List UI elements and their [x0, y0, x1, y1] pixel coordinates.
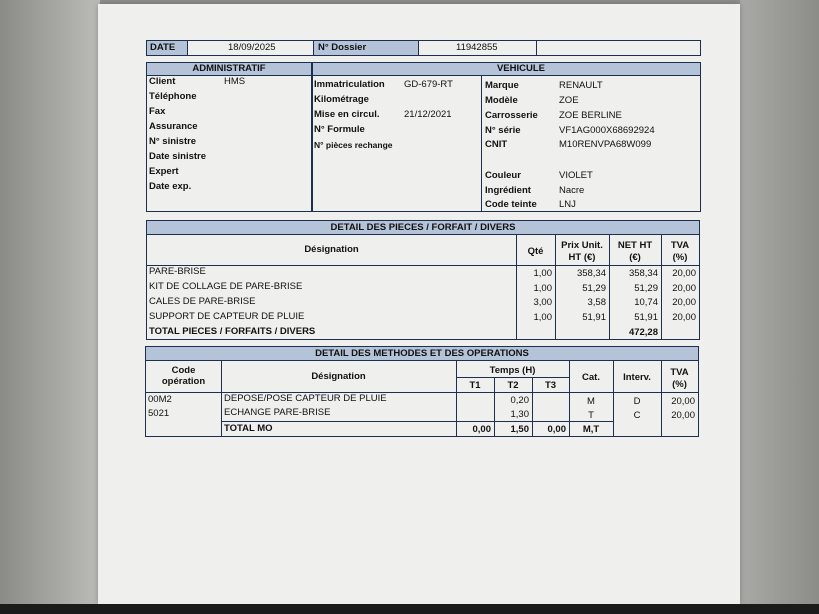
dossier-label-cell: [314, 41, 418, 55]
parts-total-value: 472,28: [628, 327, 658, 338]
parts-row-qty: 3,00: [533, 297, 552, 308]
parts-row-tva: 20,00: [672, 312, 696, 323]
vehicle-value-carrosserie: ZOE BERLINE: [559, 110, 622, 121]
vehicle-label-pieces-rechange: N° pièces rechange: [314, 140, 393, 150]
ops-header-t1: T1: [469, 380, 481, 391]
parts-header-net-1: NET HT: [617, 240, 653, 251]
admin-label-expert: Expert: [149, 166, 179, 177]
parts-header-net-2: (€): [629, 252, 641, 263]
parts-row-net: 358,34: [628, 268, 658, 279]
parts-row-qty: 1,00: [533, 283, 552, 294]
vehicle-label-cnit: CNIT: [485, 139, 508, 150]
vehicle-label-code-teinte: Code teinte: [485, 199, 537, 210]
vehicle-label-formule: N° Formule: [314, 124, 365, 135]
background-right: [740, 0, 819, 614]
ops-header-designation: Désignation: [311, 371, 366, 382]
ops-header-interv: Interv.: [623, 372, 651, 383]
admin-label-assurance: Assurance: [149, 121, 198, 132]
vehicle-label-immatriculation: Immatriculation: [314, 79, 385, 90]
vehicle-value-mise-en-circul: 21/12/2021: [404, 109, 452, 120]
divider: [456, 377, 569, 378]
parts-header-unit-1: Prix Unit.: [561, 240, 603, 251]
divider: [147, 265, 699, 266]
ops-header-cat: Cat.: [582, 372, 600, 383]
vehicle-value-code-teinte: LNJ: [559, 199, 576, 210]
vehicle-value-couleur: VIOLET: [559, 170, 593, 181]
dossier-value: 11942855: [456, 42, 498, 53]
vehicle-label-mise-en-circul: Mise en circul.: [314, 109, 380, 120]
vehicle-value-immatriculation: GD-679-RT: [404, 79, 453, 90]
divider: [221, 421, 613, 422]
parts-row-qty: 1,00: [533, 312, 552, 323]
parts-header-tva-2: (%): [672, 252, 688, 263]
ops-total-cat: M,T: [582, 424, 600, 435]
screen-bezel: [0, 604, 819, 614]
ops-header-t2: T2: [507, 380, 519, 391]
vehicle-value-marque: RENAULT: [559, 80, 603, 91]
ops-total-label: TOTAL MO: [224, 423, 273, 434]
parts-row-designation: CALES DE PARE-BRISE: [149, 296, 256, 307]
parts-row-net: 51,91: [634, 312, 658, 323]
parts-row-net: 51,29: [634, 283, 658, 294]
parts-total-label: TOTAL PIECES / FORFAITS / DIVERS: [149, 326, 316, 337]
ops-row-tva: 20,00: [671, 396, 695, 407]
parts-row-qty: 1,00: [533, 268, 552, 279]
ops-total-t1: 0,00: [472, 424, 491, 435]
ops-header-code-2: opération: [161, 376, 206, 387]
ops-total-t2: 1,50: [510, 424, 529, 435]
parts-row-tva: 20,00: [672, 268, 696, 279]
vehicle-value-ingredient: Nacre: [559, 185, 585, 196]
ops-header-code-1: Code: [171, 365, 196, 376]
admin-title: ADMINISTRATIF: [147, 63, 311, 76]
parts-row-tva: 20,00: [672, 297, 696, 308]
parts-row-designation: SUPPORT DE CAPTEUR DE PLUIE: [149, 311, 305, 322]
divider: [418, 41, 419, 55]
parts-title: DETAIL DES PIECES / FORFAIT / DIVERS: [147, 221, 699, 235]
parts-header-qty: Qté: [527, 246, 544, 257]
vehicle-value-serie: VF1AG000X68692924: [559, 125, 655, 136]
vehicle-title: VEHICULE: [313, 63, 700, 76]
ops-row-t2: 1,30: [510, 409, 529, 420]
vehicle-label-ingredient: Ingrédient: [485, 185, 531, 196]
vehicle-label-serie: N° série: [485, 125, 521, 136]
vehicle-label-couleur: Couleur: [485, 170, 521, 181]
vehicle-label-kilometrage: Kilométrage: [314, 94, 369, 105]
ops-header-tva-1: TVA: [670, 367, 689, 378]
ops-row-interv: D: [633, 396, 641, 407]
ops-row-code: 00M2: [148, 394, 172, 405]
ops-row-cat: T: [588, 410, 594, 421]
ops-header-t3: T3: [544, 380, 557, 391]
background-left: [0, 0, 100, 614]
ops-row-designation: DEPOSE/POSE CAPTEUR DE PLUIE: [224, 393, 387, 404]
parts-row-unit: 51,91: [582, 312, 606, 323]
vehicle-label-marque: Marque: [485, 80, 519, 91]
dossier-label: N° Dossier: [318, 42, 367, 53]
parts-row-tva: 20,00: [672, 283, 696, 294]
parts-header-designation: Désignation: [304, 244, 359, 255]
admin-label-client: Client: [149, 76, 176, 87]
admin-label-fax: Fax: [149, 106, 166, 117]
ops-row-code: 5021: [148, 408, 170, 419]
vehicle-value-modele: ZOE: [559, 95, 579, 106]
vehicle-value-cnit: M10RENVPA68W099: [559, 139, 652, 150]
ops-header-tva-2: (%): [672, 379, 687, 390]
date-value: 18/09/2025: [228, 42, 276, 53]
parts-row-designation: KIT DE COLLAGE DE PARE-BRISE: [149, 281, 303, 292]
ops-row-tva: 20,00: [671, 410, 695, 421]
divider: [536, 41, 537, 55]
admin-value-client: HMS: [224, 76, 246, 87]
divider: [187, 41, 188, 55]
ops-header-temps: Temps (H): [489, 365, 536, 376]
ops-row-designation: ECHANGE PARE-BRISE: [224, 407, 331, 418]
admin-label-sinistre: N° sinistre: [149, 136, 197, 147]
ops-row-interv: C: [633, 410, 641, 421]
admin-label-date-exp: Date exp.: [149, 181, 192, 192]
parts-row-net: 10,74: [634, 297, 658, 308]
operations-title: DETAIL DES METHODES ET DES OPERATIONS: [146, 347, 698, 361]
parts-header-unit-2: HT (€): [568, 252, 596, 263]
admin-label-date-sinistre: Date sinistre: [149, 151, 207, 162]
parts-row-unit: 51,29: [582, 283, 606, 294]
parts-header-tva-1: TVA: [670, 240, 690, 251]
vehicle-label-modele: Modèle: [485, 95, 518, 106]
ops-row-cat: M: [587, 396, 595, 407]
divider: [481, 76, 482, 211]
parts-row-designation: PARE-BRISE: [149, 266, 206, 277]
date-label-cell: [147, 41, 187, 55]
vehicle-label-carrosserie: Carrosserie: [485, 110, 538, 121]
parts-row-unit: 3,58: [587, 297, 606, 308]
admin-label-telephone: Téléphone: [149, 91, 197, 102]
ops-total-t3: 0,00: [547, 424, 566, 435]
parts-row-unit: 358,34: [576, 268, 606, 279]
document-page: [98, 4, 740, 604]
date-label: DATE: [150, 42, 176, 53]
ops-row-t2: 0,20: [510, 395, 529, 406]
